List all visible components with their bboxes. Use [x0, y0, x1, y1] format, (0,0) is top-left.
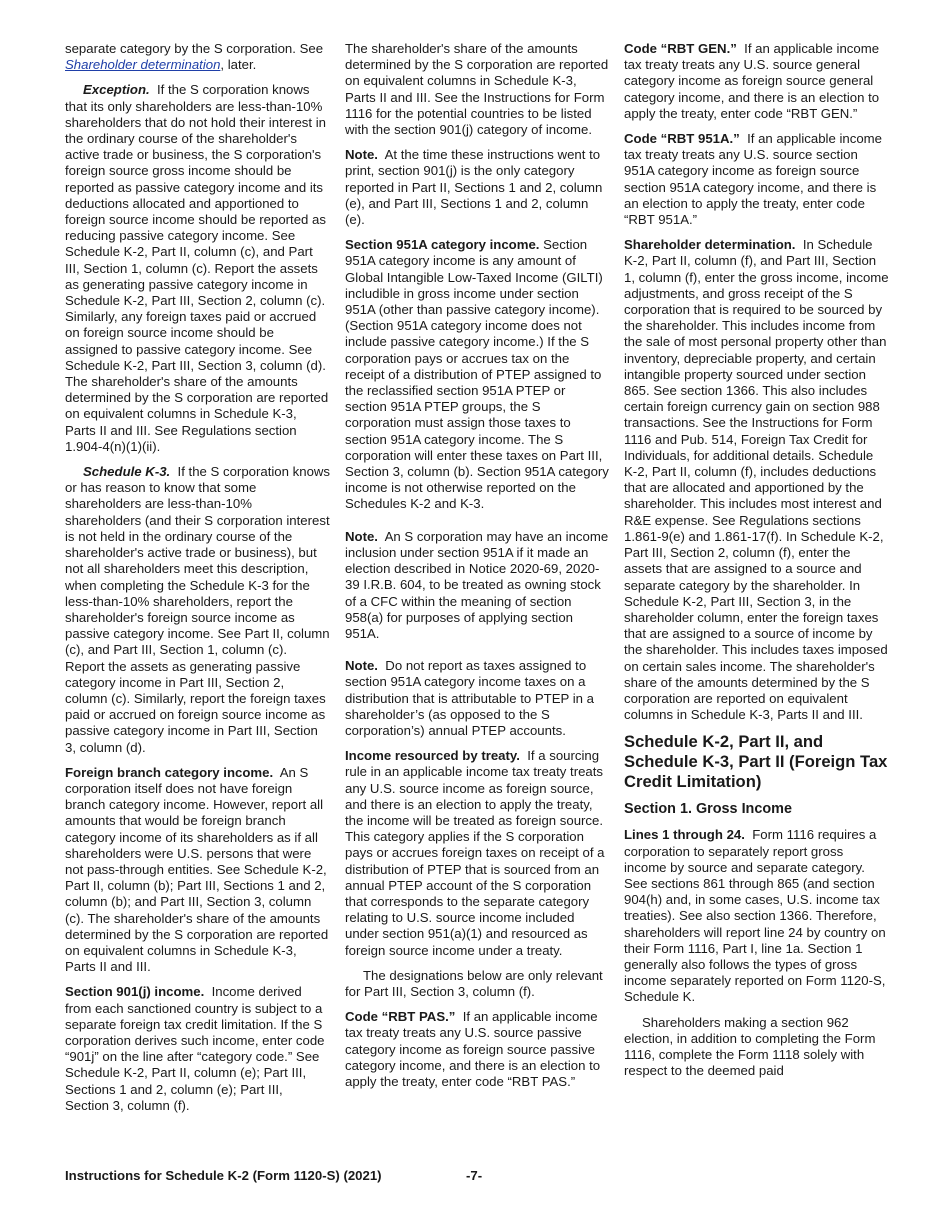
rbt-pas-heading: Code “RBT PAS.”	[345, 1009, 456, 1025]
foreign-branch-heading: Foreign branch category income.	[65, 764, 274, 780]
paragraph-section-962: Shareholders making a section 962 election, in addition to completing the Form 1116, complete the Form 1118 solely with respect to the deemed paid	[624, 1014, 876, 1079]
note-heading: Note.	[345, 528, 378, 544]
paragraph-exception: Exception. If the S corporation knows that its only shareholders are less-than-10% shareholders that do not hold their interest in the ordinary course of the shareholder's active trade or business, the S corporation's foreign source gross income should be reported as passive category income and its deductions allocated and apportioned to foreign source income should be reported as reducing passive category income. See Schedule K-2, Part II, column (c), and Part III, Section 1, column (c). Report the assets as generating passive category income in Schedule K-2, Part III, Section 2, column (c). Similarly, any foreign taxes paid or accrued on foreign source income should be assigned to passive category income. See Schedule K-2, Part III, Section 3, column (d). The shareholder's share of the amounts determined by the S corporation are reported on equivalent columns in Schedule K-3, Parts II and III. See Regulations section 1.904-4(n)(1)(ii).	[65, 82, 329, 454]
paragraph-note-901j: Note. At the time these instructions went to print, section 901(j) is the only category reported in Part II, Sections 1 and 2, column (e), and Part III, Sections 1 and 2, column (e).	[345, 147, 603, 228]
rbt-gen-heading: Code “RBT GEN.”	[624, 41, 737, 56]
note-heading: Note.	[345, 658, 378, 674]
section-heading: Schedule K-2, Part II, and Schedule K-3, Part II (Foreign Tax Credit Limitation)	[624, 732, 888, 792]
paragraph-section-951a: Section 951A category income. Section 951A category income is any amount of Global Intangible Low-Taxed Income (GILTI) includible in gross income under section 951A (other than passive category income). (Section 951A category income does not include passive category income.) If the S corporation pays or accrues tax on the receipt of a distribution of PTEP assigned to the reclassified section 951A PTEP or section 951A PTEP groups, the S corporation must assign those taxes to section 951A category income. The S corporation will enter these taxes on Part III, Section 3, column (b). Section 951A category income is not otherwise reported on the Schedules K-2 and K-3.	[345, 237, 609, 512]
income-resourced-heading: Income resourced by treaty.	[345, 748, 520, 764]
paragraph-lines-1-24: Lines 1 through 24. Form 1116 requires a corporation to separately report gross income by source and separate category. See sections 861 through 865 (and section 904(h) and, in some cases, U.S. income tax treaties). See also section 1366. Therefore, shareholders will report line 24 by country on their Form 1116, Part I, line 1a. Section 1 generally also follows the types of gross income separately reported on Form 1120-S, Schedule K.	[624, 827, 886, 1005]
paragraph-note-ptep: Note. Do not report as taxes assigned to section 951A category income taxes on a distribution that is attributable to PTEP in a shareholder’s (as opposed to the S corporation’s) annual PTEP accounts.	[345, 658, 594, 738]
footer-title: Instructions for Schedule K-2 (Form 1120-S) (2021)	[65, 1168, 382, 1183]
paragraph-section-901j: Section 901(j) income. Income derived from each sanctioned country is subject to a separate foreign tax credit limitation. If the S corporation derives such income, enter code “901j” on the line after “category code.” See Schedule K-2, Part II, column (e); Part III, Sections 1 and 2, column (e); Part III, Section 3, column (f).	[65, 984, 325, 1113]
schedule-k3-heading: Schedule K-3.	[83, 464, 171, 480]
paragraph-designations: The designations below are only relevant for Part III, Section 3, column (f).	[345, 967, 603, 999]
column-3	[624, 41, 889, 1088]
section-subheading: Section 1. Gross Income	[624, 801, 792, 818]
paragraph-intro: separate category by the S corporation. See Shareholder determination, later.	[65, 41, 324, 73]
paragraph-schedule-k3: Schedule K-3. If the S corporation knows or has reason to know that some shareholders are less-than-10% shareholders (and their S corporation interest is not held in the ordinary course of the shareholder's active trade or business), but not all shareholders meet this description, when completing the Schedule K-3 for the less-than-10% shareholders, report the shareholder's foreign source income as passive category income. See Part II, column (c), and Part III, Section 1, column (c). Report the assets as generating passive category income in Part III, Section 2, column (c). Similarly, report the foreign taxes paid or accrued on foreign source income as passive category income in Part III, Section 3, column (d).	[65, 464, 331, 755]
note-heading: Note.	[345, 147, 378, 163]
paragraph-income-resourced: Income resourced by treaty. If a sourcing rule in an applicable income tax treaty treats any U.S. source income as foreign source, and there is an election to apply the treaty, the income will be treated as foreign source. This category applies if the S corporation pays or accrues foreign taxes on receipt of a distribution of PTEP that is sourced from an annual PTEP account of the S corporation that corresponds to the separate category relating to U.S. source income included under section 951(a)(1) and resourced as foreign source income under a treaty.	[345, 748, 605, 958]
section-901j-heading: Section 901(j) income.	[65, 984, 205, 1000]
section-951a-heading: Section 951A category income.	[345, 237, 540, 253]
shareholder-determination-link[interactable]: Shareholder determination	[65, 57, 221, 73]
lines-heading: Lines 1 through 24.	[624, 827, 745, 843]
paragraph-rbt-pas: Code “RBT PAS.” If an applicable income tax treaty treats any U.S. source passive category income as foreign source passive category income, and there is an election to apply the treaty, enter code “RBT PAS.”	[345, 1009, 601, 1089]
column-2	[345, 41, 610, 1099]
shareholder-determination-heading: Shareholder determination.	[624, 237, 796, 253]
exception-heading: Exception.	[83, 82, 150, 98]
column-1	[65, 41, 330, 1123]
paragraph-shareholder-determination: Shareholder determination. In Schedule K-2, Part II, column (f), and Part III, Section 1, column (f), enter the gross income, income adjustments, and gross receipt of the S corporation that is required to be sourced by the shareholder. This includes income from the sale of most personal property other than inventory, depreciable property, and certain intangible property sourced under section 865. See section 1366. This also includes certain foreign currency gain on section 988 transactions. See the Instructions for Form 1116 and Pub. 514, Foreign Tax Credit for Individuals, for additional details. Schedule K-2, Part II, column (f), includes deductions that are allocated and apportioned by the shareholder. This includes most interest and R&E expense. See Regulations sections 1.861-9(e) and 1.861-17(f). In Schedule K-2, Part III, Section 2, column (f), enter the assets that are assigned to a source and separate category by the shareholder. In Schedule K-2, Part III, Section 3, in the shareholder column, enter the foreign taxes that are assigned to a source of income by the shareholder. This includes taxes imposed on certain sales income. The shareholder's share of the amounts determined by the S corporation are reported on equivalent columns in Schedule K-3, Parts II and III.	[624, 237, 889, 723]
rbt-951a-heading: Code “RBT 951A.”	[624, 131, 740, 147]
paragraph-rbt-gen: Code “RBT GEN.” If an applicable income tax treaty treats any U.S. source general category income as foreign source general category income, and there is an election to apply the treaty, enter code “RBT GEN.”	[624, 41, 880, 121]
paragraph-foreign-branch: Foreign branch category income. An S corporation itself does not have foreign branch category income. However, report all amounts that would be foreign branch category income of its shareholders as if all shareholders were U.S. persons that were not pass-through entities. See Schedule K-2, Part II, column (b); Part III, Sections 1 and 2, column (b); and Part III, Section 3, column (c). The shareholder's share of the amounts determined by the S corporation are reported on equivalent columns in Schedule K-3, Parts II and III.	[65, 764, 329, 975]
page-number: -7-	[466, 1168, 483, 1183]
paragraph-shareholder-share: The shareholder's share of the amounts determined by the S corporation are reported on equivalent columns in Schedule K-3, Parts II and III. See the Instructions for Form 1116 for the potential countries to be listed with the section 901(j) category of income.	[345, 41, 609, 138]
paragraph-rbt-951a: Code “RBT 951A.” If an applicable income tax treaty treats any U.S. source section 951A category income as foreign source section 951A category income, and there is an election to apply the treaty, enter code “RBT 951A.”	[624, 131, 882, 228]
paragraph-note-notice: Note. An S corporation may have an income inclusion under section 951A if it made an election described in Notice 2020-69, 2020-39 I.R.B. 604, to be treated as owning stock of a CFC within the meaning of section 958(a) for purposes of applying section 951A.	[345, 528, 609, 641]
